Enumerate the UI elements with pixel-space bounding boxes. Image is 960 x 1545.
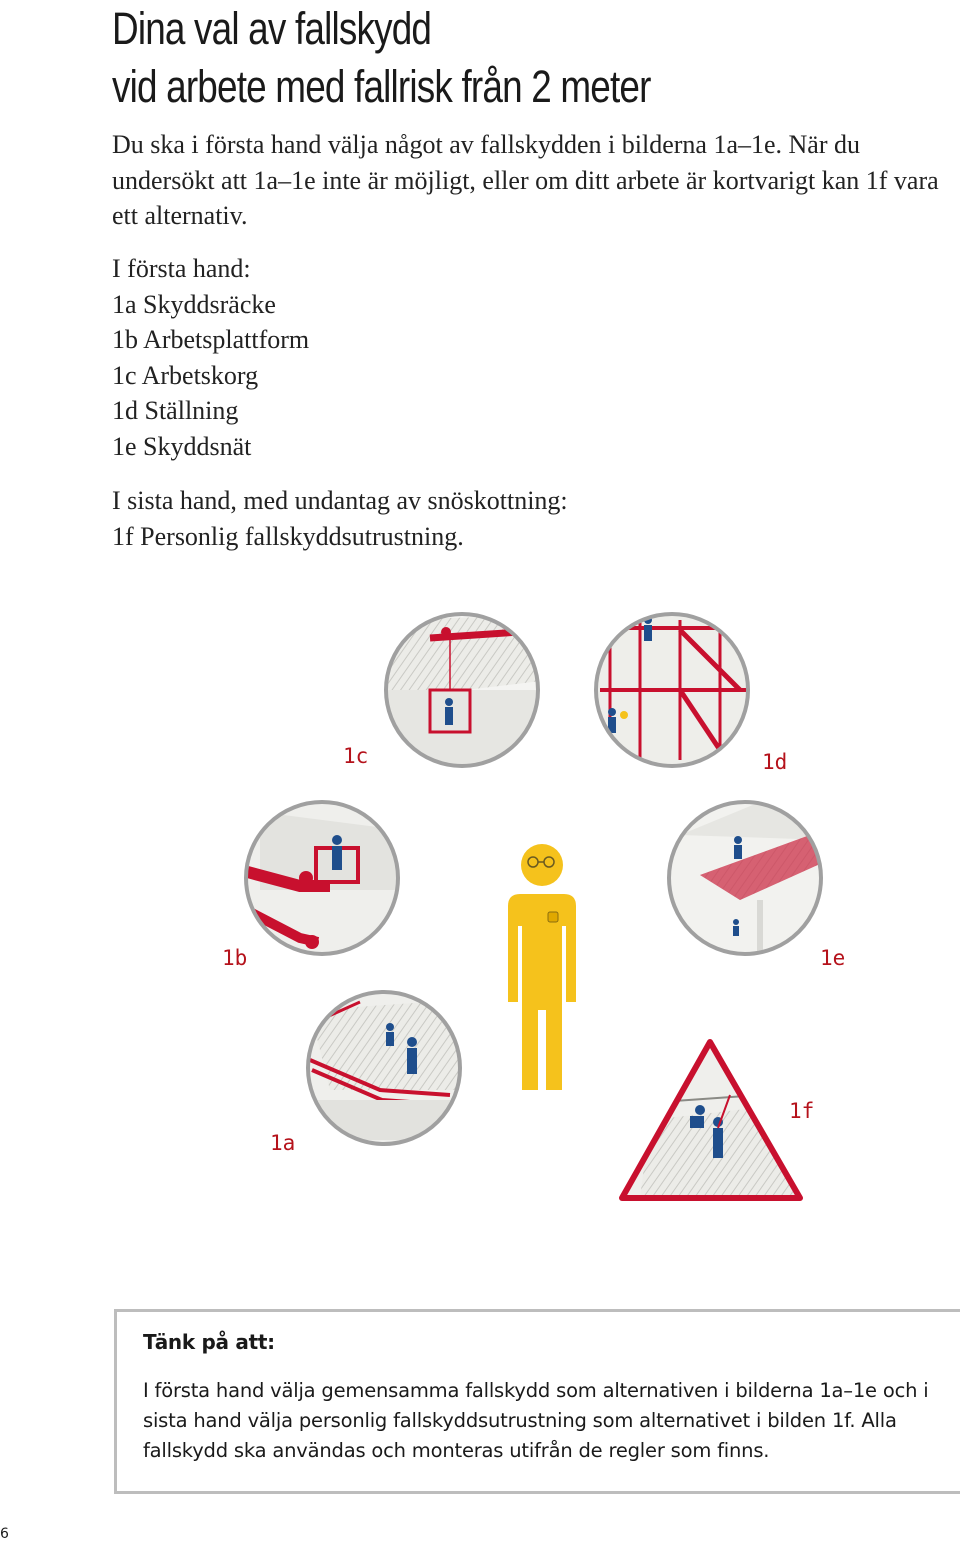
label-1d: 1d: [762, 750, 788, 774]
tip-heading: Tänk på att:: [143, 1330, 275, 1354]
list-item: 1a Skyddsräcke: [112, 289, 276, 319]
circle-1a-guardrail: [306, 990, 470, 1150]
list-item: 1c Arbetskorg: [112, 360, 259, 390]
first-hand-heading: I första hand:: [112, 254, 251, 283]
page-number: 6: [0, 1526, 9, 1542]
last-hand-heading: I sista hand, med undantag av snöskottning:: [112, 486, 568, 515]
circle-1d-scaffold: [596, 614, 756, 774]
person-figure: [508, 844, 576, 1090]
first-hand-list: [112, 251, 309, 464]
label-1b: 1b: [222, 946, 248, 970]
label-1c: 1c: [343, 744, 369, 768]
page-title: [112, 0, 651, 116]
circle-1b-work-platform: [240, 800, 404, 960]
list-item: 1e Skyddsnät: [112, 431, 252, 461]
intro-paragraph: Du ska i första hand välja något av fallskydden i bilderna 1a–1e. När du undersökt att 1a–1e inte är möjligt, eller om ditt arbete är kortvarigt kan 1f vara ett alternativ.: [112, 130, 939, 230]
title-line-2: vid arbete med fallrisk från 2 meter: [112, 61, 651, 112]
label-1f: 1f: [789, 1099, 815, 1123]
list-item: 1d Ställning: [112, 396, 239, 425]
last-hand-item: 1f Personlig fallskyddsutrustning.: [112, 521, 464, 551]
circle-1c-work-basket: [380, 610, 550, 780]
fall-protection-illustration: [0, 590, 960, 1230]
label-1e: 1e: [820, 946, 846, 970]
title-line-1: Dina val av fallskydd: [112, 3, 432, 54]
last-hand-block: [112, 483, 568, 554]
triangle-1f-personal-equipment: [618, 1040, 804, 1202]
tip-box: [114, 1309, 960, 1494]
circle-1e-safety-net: [666, 800, 840, 960]
tip-text: I första hand välja gemensamma fallskydd som alternativen i bilderna 1a–1e och i sista hand välja personlig fallskyddsutrustning som alternativet i bilden 1f. Alla fallskydd ska användas och monteras utifrån de regler som finns.: [143, 1379, 929, 1462]
list-item: 1b Arbetsplattform: [112, 325, 310, 354]
label-1a: 1a: [270, 1131, 296, 1155]
